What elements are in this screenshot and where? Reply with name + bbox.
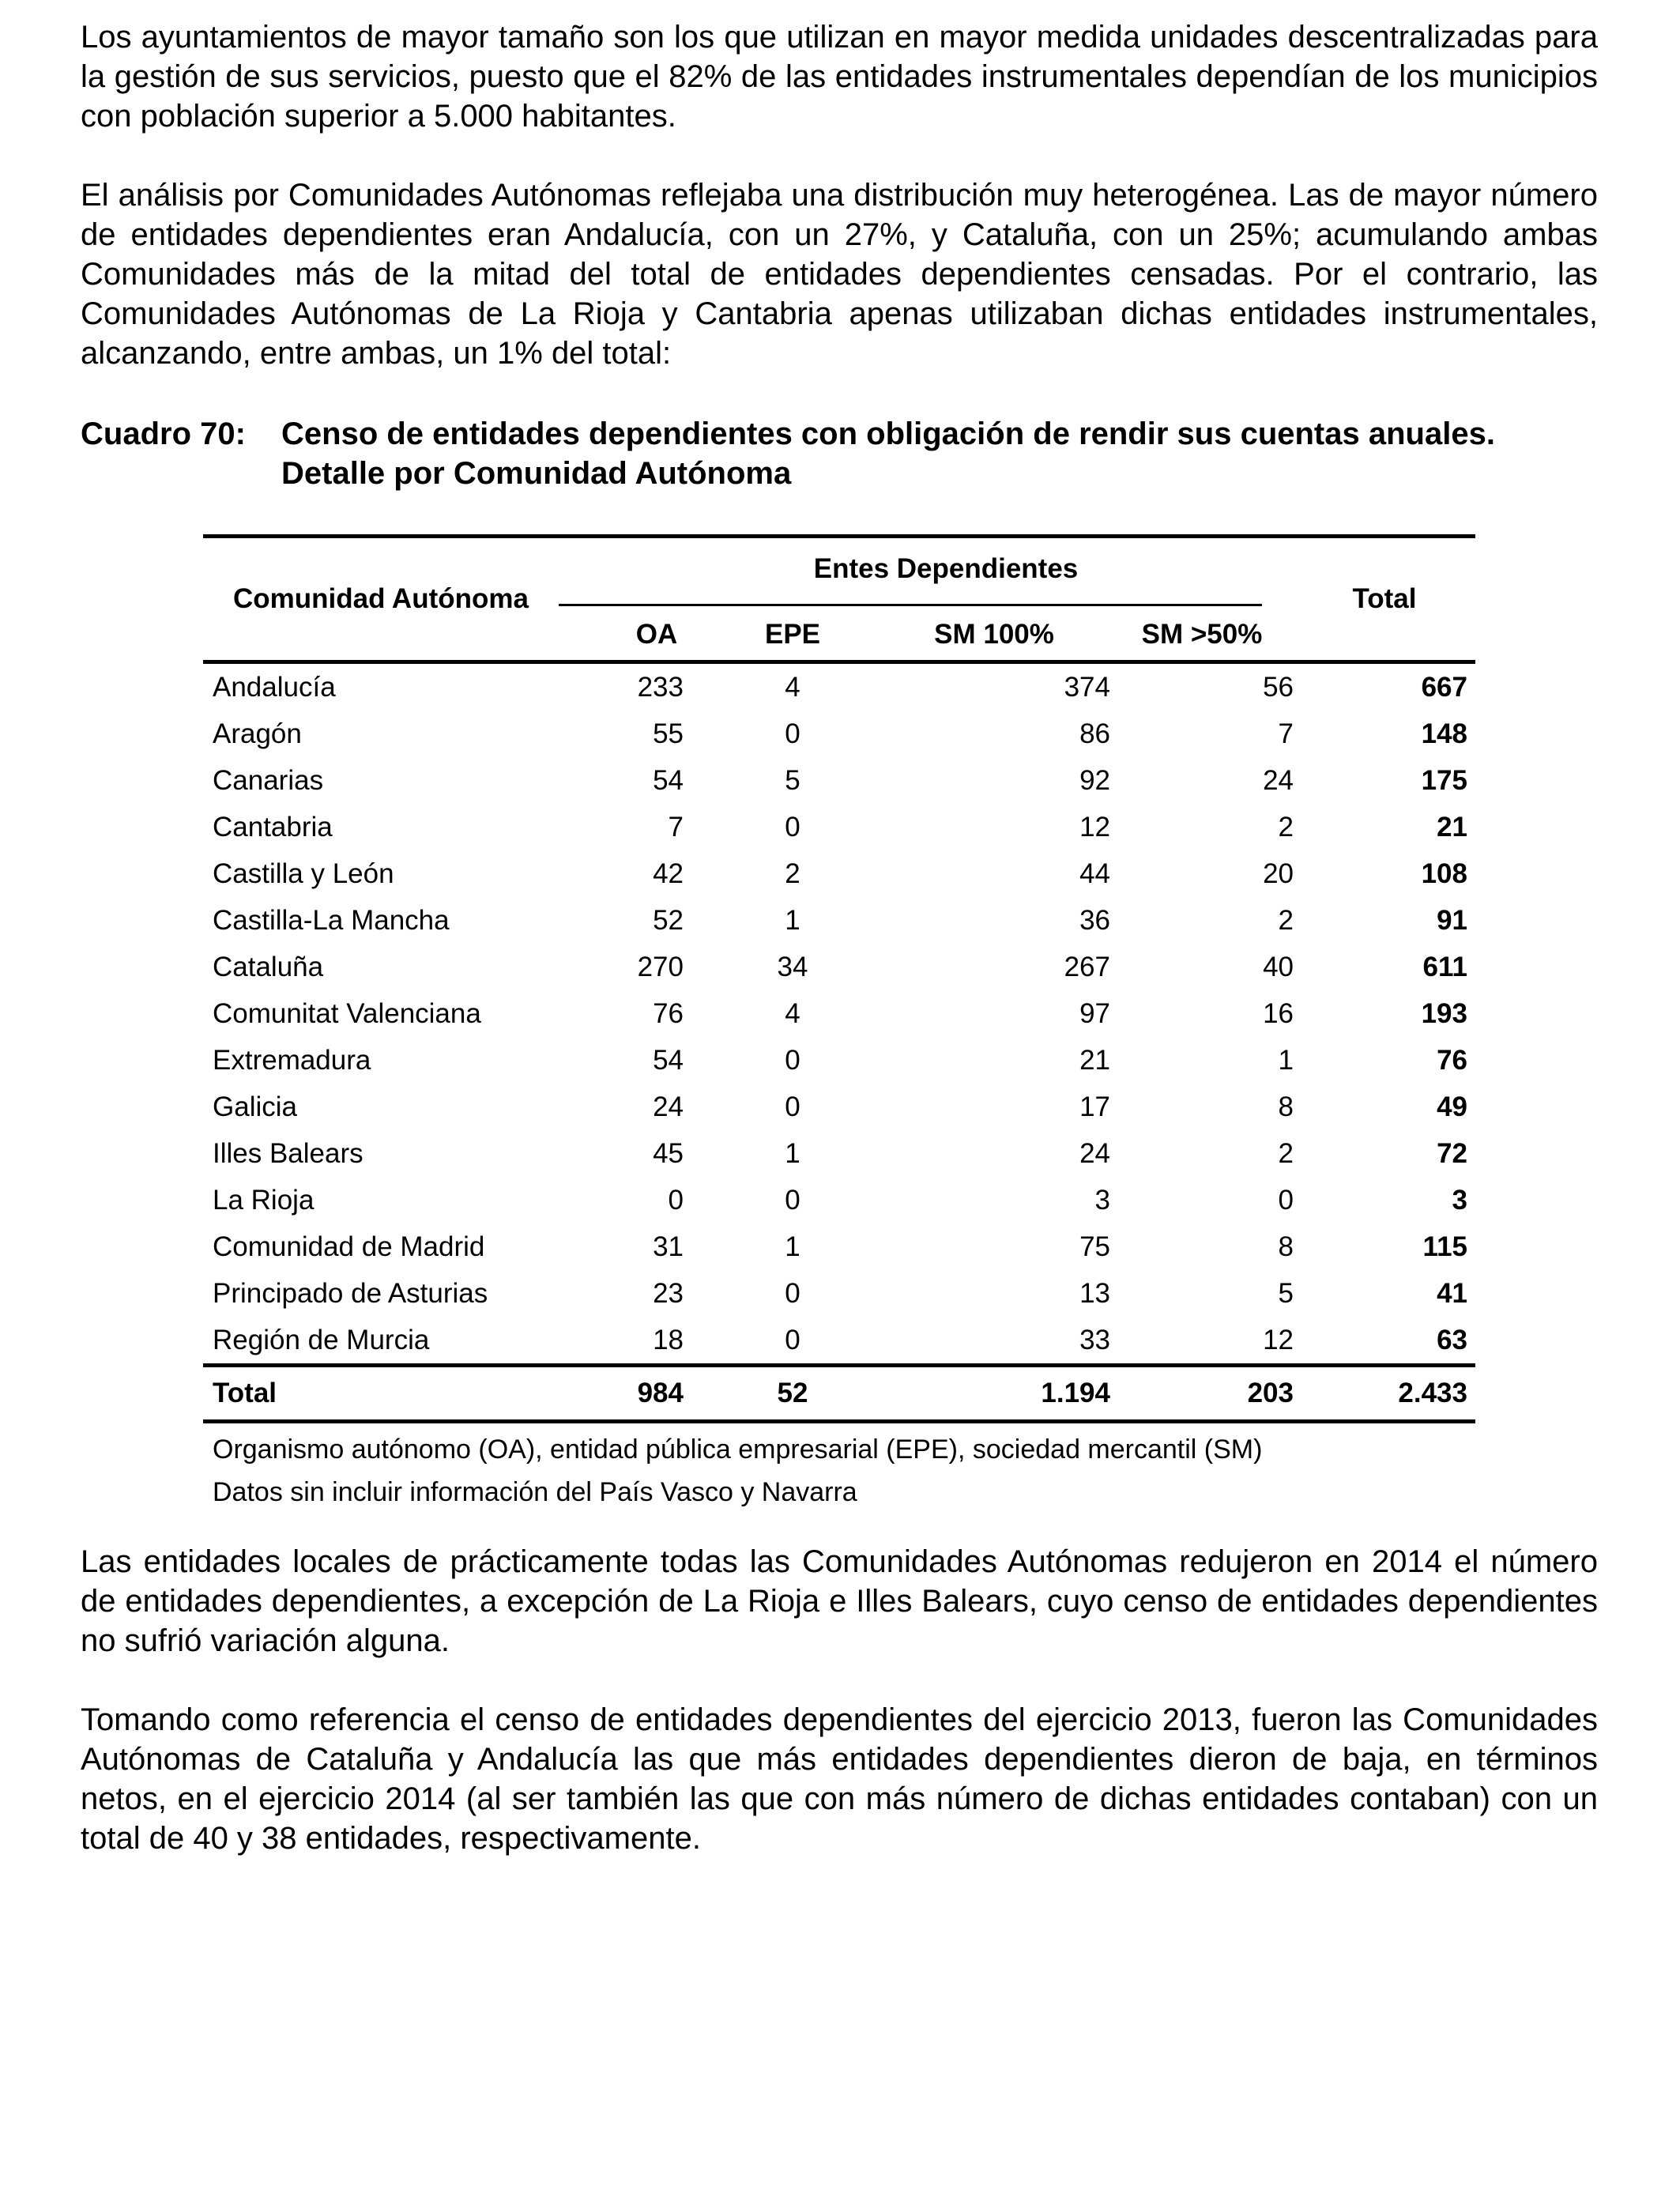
epe-cell: 0 <box>785 1325 800 1355</box>
table-row <box>203 1223 1475 1270</box>
table-row <box>203 1317 1475 1366</box>
total-cell: 108 <box>1421 858 1467 889</box>
paragraph-1: Los ayuntamientos de mayor tamaño son los que utilizan en mayor medida unidades descentralizadas para la gestión de sus servicios, puesto que el 82% de las entidades instrumentales dependían de los municipios con población superior a 5.000 habitantes. <box>81 20 1598 134</box>
table-row <box>203 804 1475 850</box>
total-label: Total <box>203 1366 559 1422</box>
sm100-cell: 21 <box>1079 1045 1110 1076</box>
subheader-oa: OA <box>559 609 684 662</box>
sm100-cell: 75 <box>1079 1231 1110 1262</box>
oa-cell: 55 <box>653 718 684 749</box>
epe-cell: 4 <box>785 672 800 703</box>
epe-cell: 1 <box>785 1138 800 1169</box>
total-cell: 21 <box>1437 812 1467 843</box>
sm50-cell: 2 <box>1278 905 1294 936</box>
document-page <box>81 17 1598 1858</box>
total-cell: 63 <box>1437 1325 1467 1355</box>
sm100-cell: 86 <box>1079 718 1110 749</box>
sm50-cell: 0 <box>1278 1185 1294 1216</box>
oa-cell: 31 <box>653 1231 684 1262</box>
total-total: 2.433 <box>1294 1366 1475 1422</box>
table-row <box>203 1037 1475 1084</box>
subheader-epe: EPE <box>684 609 854 662</box>
sm50-cell: 24 <box>1263 765 1294 796</box>
sm100-cell: 92 <box>1079 765 1110 796</box>
sm50-cell: 1 <box>1278 1045 1294 1076</box>
table-row <box>203 1177 1475 1223</box>
subheader-sm50: SM >50% <box>1110 609 1294 662</box>
header-group <box>559 537 1294 610</box>
region-name-cell: Illes Balears <box>213 1138 363 1169</box>
table-row <box>203 1130 1475 1177</box>
table-container <box>203 534 1475 1514</box>
oa-cell: 42 <box>653 858 684 889</box>
paragraph-4: Tomando como referencia el censo de entidades dependientes del ejercicio 2013, fueron las Comunidades Autónomas de Cataluña y Andalucía las que más entidades dependientes dieron de baja, en términos netos, en el ejercicio 2014 (al ser también las que con más número de dichas entidades contaban) con un total de 40 y 38 entidades, respectivamente. <box>81 1702 1598 1856</box>
epe-cell: 0 <box>785 718 800 749</box>
header-group-label: Entes Dependientes <box>813 553 1079 584</box>
region-name-cell: Comunidad de Madrid <box>213 1231 485 1262</box>
total-cell: 72 <box>1437 1138 1467 1169</box>
region-name-cell: Cantabria <box>213 812 333 843</box>
table-row <box>203 897 1475 944</box>
oa-cell: 76 <box>653 998 684 1029</box>
oa-cell: 18 <box>653 1325 684 1355</box>
epe-cell: 34 <box>777 952 808 982</box>
caption-text: Censo de entidades dependientes con obligación de rendir sus cuentas anuales. Detalle por Comunidad Autónoma <box>281 417 1495 491</box>
sm100-cell: 33 <box>1079 1325 1110 1355</box>
sm50-cell: 7 <box>1278 718 1294 749</box>
total-cell: 667 <box>1421 672 1467 703</box>
paragraph-2: El análisis por Comunidades Autónomas reflejaba una distribución muy heterogénea. Las de mayor número de entidades dependientes eran Andalucía, con un 27%, y Cataluña, con un 25%; acumulando ambas Comunidades más de la mitad del total de entidades dependientes censadas. Por el contrario, las Comunidades Autónomas de La Rioja y Cantabria apenas utilizaban dichas entidades instrumentales, alcanzando, entre ambas, un 1% del total: <box>81 178 1598 371</box>
total-cell: 175 <box>1421 765 1467 796</box>
sm50-cell: 2 <box>1278 812 1294 843</box>
epe-cell: 0 <box>785 812 800 843</box>
region-name-cell: Aragón <box>213 718 302 749</box>
subheader-sm100: SM 100% <box>854 609 1110 662</box>
sm100-cell: 13 <box>1079 1278 1110 1309</box>
total-cell: 41 <box>1437 1278 1467 1309</box>
sm100-cell: 24 <box>1079 1138 1110 1169</box>
sm50-cell: 16 <box>1263 998 1294 1029</box>
total-cell: 115 <box>1422 1231 1467 1262</box>
region-name-cell: Región de Murcia <box>213 1325 430 1355</box>
epe-cell: 4 <box>785 998 800 1029</box>
total-oa: 984 <box>559 1366 684 1422</box>
oa-cell: 270 <box>637 952 684 982</box>
table-row <box>203 662 1475 711</box>
sm100-cell: 97 <box>1079 998 1110 1029</box>
caption-label: Cuadro 70: <box>81 417 246 451</box>
oa-cell: 54 <box>653 765 684 796</box>
epe-cell: 2 <box>785 858 800 889</box>
header-group-rule <box>559 604 1262 606</box>
sm100-cell: 36 <box>1079 905 1110 936</box>
paragraph-3: Las entidades locales de prácticamente todas las Comunidades Autónomas redujeron en 2014 el número de entidades dependientes, a excepción de La Rioja e Illes Balears, cuyo censo de entidades dependientes no sufrió variación alguna. <box>81 1544 1598 1658</box>
sm50-cell: 20 <box>1263 858 1294 889</box>
table-row <box>203 1084 1475 1130</box>
table-caption <box>81 414 1598 493</box>
oa-cell: 0 <box>668 1185 684 1216</box>
region-name-cell: Andalucía <box>213 672 336 703</box>
total-cell: 49 <box>1437 1091 1467 1122</box>
region-name-cell: Canarias <box>213 765 324 796</box>
sm100-cell: 17 <box>1079 1091 1110 1122</box>
epe-cell: 0 <box>785 1045 800 1076</box>
oa-cell: 45 <box>653 1138 684 1169</box>
region-name-cell: Comunitat Valenciana <box>213 998 481 1029</box>
table-row <box>203 1270 1475 1317</box>
total-sm100: 1.194 <box>854 1366 1110 1422</box>
sm100-cell: 44 <box>1079 858 1110 889</box>
epe-cell: 0 <box>785 1091 800 1122</box>
region-name-cell: Galicia <box>213 1091 297 1122</box>
oa-cell: 24 <box>653 1091 684 1122</box>
epe-cell: 5 <box>785 765 800 796</box>
region-name-cell: Extremadura <box>213 1045 371 1076</box>
sm50-cell: 56 <box>1263 672 1294 703</box>
total-cell: 91 <box>1437 905 1467 936</box>
total-cell: 193 <box>1421 998 1467 1029</box>
total-cell: 3 <box>1452 1185 1467 1216</box>
region-name-cell: Castilla-La Mancha <box>213 905 450 936</box>
epe-cell: 0 <box>785 1185 800 1216</box>
total-cell: 611 <box>1422 952 1467 982</box>
sm100-cell: 374 <box>1064 672 1110 703</box>
region-name-cell: La Rioja <box>213 1185 315 1216</box>
total-cell: 76 <box>1437 1045 1467 1076</box>
sm50-cell: 40 <box>1263 952 1294 982</box>
total-sm50: 203 <box>1110 1366 1294 1422</box>
table-row <box>203 850 1475 897</box>
table-body <box>203 662 1475 1366</box>
region-name-cell: Principado de Asturias <box>213 1278 488 1309</box>
header-total: Total <box>1294 537 1475 662</box>
census-table <box>203 534 1475 1423</box>
epe-cell: 0 <box>785 1278 800 1309</box>
sm50-cell: 8 <box>1278 1091 1294 1122</box>
table-note-1: Organismo autónomo (OA), entidad pública empresarial (EPE), sociedad mercantil (SM) <box>213 1434 1263 1465</box>
table-notes <box>213 1428 1475 1514</box>
oa-cell: 52 <box>653 905 684 936</box>
table-row <box>203 757 1475 804</box>
sm50-cell: 5 <box>1278 1278 1294 1309</box>
oa-cell: 7 <box>668 812 684 843</box>
total-cell: 148 <box>1421 718 1467 749</box>
table-note-2: Datos sin incluir información del País Vasco y Navarra <box>213 1477 857 1507</box>
total-epe: 52 <box>684 1366 854 1422</box>
table-row-total <box>203 1366 1475 1422</box>
sm50-cell: 8 <box>1278 1231 1294 1262</box>
header-region: Comunidad Autónoma <box>203 537 559 662</box>
oa-cell: 233 <box>637 672 684 703</box>
sm100-cell: 267 <box>1064 952 1110 982</box>
oa-cell: 23 <box>653 1278 684 1309</box>
oa-cell: 54 <box>653 1045 684 1076</box>
sm50-cell: 2 <box>1278 1138 1294 1169</box>
region-name-cell: Castilla y León <box>213 858 394 889</box>
sm100-cell: 12 <box>1079 812 1110 843</box>
epe-cell: 1 <box>785 1231 800 1262</box>
sm50-cell: 12 <box>1263 1325 1294 1355</box>
epe-cell: 1 <box>785 905 800 936</box>
table-row <box>203 944 1475 990</box>
table-row <box>203 990 1475 1037</box>
table-row <box>203 711 1475 757</box>
region-name-cell: Cataluña <box>213 952 324 982</box>
sm100-cell: 3 <box>1094 1185 1110 1216</box>
